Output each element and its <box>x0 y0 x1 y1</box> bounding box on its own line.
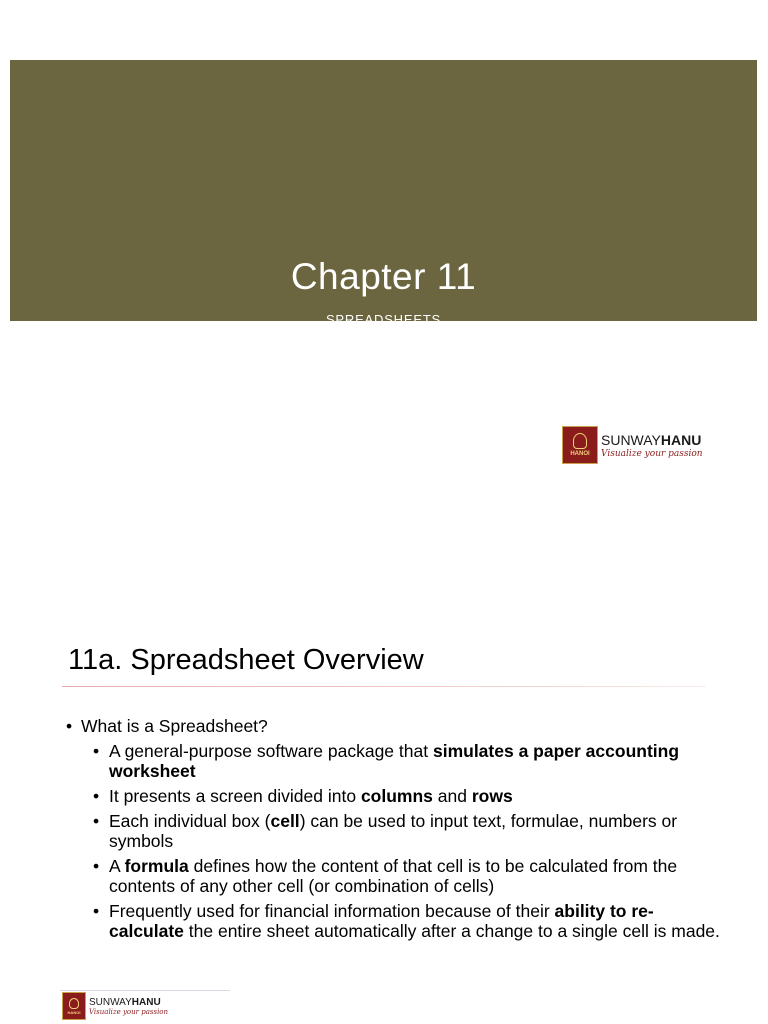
logo-name-bold: HANU <box>660 431 702 448</box>
bullet-icon: • <box>93 741 100 761</box>
list-item <box>66 716 726 736</box>
bullet-icon: • <box>66 716 73 736</box>
list-item <box>66 856 726 896</box>
bullet-text: Frequently used for financial information because of their <box>109 901 555 921</box>
sunway-hanu-logo <box>562 426 703 464</box>
footer-logo <box>62 992 168 1020</box>
crest-icon <box>562 426 598 464</box>
bullet-emphasis: simulates a paper accounting worksheet <box>109 741 680 781</box>
bullet-text: the entire sheet automatically after a change to a single cell is made. <box>183 921 720 941</box>
bullet-icon: • <box>93 856 100 876</box>
logo-name-bold: HANU <box>131 996 161 1008</box>
bullet-emphasis: cell <box>270 811 300 831</box>
chapter-banner <box>10 60 757 327</box>
slide-title: 11a. Spreadsheet Overview <box>68 644 424 676</box>
badge-text: HANOI <box>67 1009 81 1015</box>
bullet-icon: • <box>93 786 100 806</box>
bullet-emphasis: formula <box>124 856 189 876</box>
bullet-text: What is a Spreadsheet? <box>81 716 268 736</box>
bullet-icon: • <box>93 901 100 921</box>
bullet-text: defines how the content of that cell is to be calculated from the contents of any other cell (or combination of cells) <box>109 856 678 896</box>
bullet-text: and <box>432 786 472 806</box>
bullet-text: A general-purpose software package that <box>109 741 433 761</box>
bullet-text: ) can be used to input text, formulae, numbers or symbols <box>109 811 678 851</box>
logo-tagline: Visualize your passion <box>601 448 703 459</box>
logo-tagline: Visualize your passion <box>89 1007 169 1016</box>
chapter-title: Chapter 11 <box>290 256 477 297</box>
list-item <box>66 901 726 941</box>
logo-text <box>601 432 703 459</box>
title-divider <box>62 686 706 687</box>
crest-shape <box>573 433 587 449</box>
logo-name <box>601 432 703 448</box>
bullet-text: Each individual box ( <box>109 811 271 831</box>
logo-name <box>89 997 168 1008</box>
bullet-icon: • <box>93 811 100 831</box>
crest-shape <box>69 998 79 1009</box>
bullet-list <box>66 716 726 946</box>
list-item <box>66 786 726 806</box>
chapter-subtitle: SPREADSHEETS <box>325 312 442 327</box>
logo-name-regular: SUNWAY <box>601 431 661 448</box>
bullet-text: It presents a screen divided into <box>109 786 361 806</box>
logo-text <box>89 997 168 1016</box>
crest-icon <box>62 992 86 1020</box>
badge-text: HANOI <box>570 451 590 457</box>
bullet-text: A <box>109 856 125 876</box>
bullet-emphasis: ability to re-calculate <box>109 901 654 941</box>
bullet-emphasis: rows <box>471 786 513 806</box>
footer-divider <box>60 990 230 991</box>
logo-name-regular: SUNWAY <box>89 996 132 1008</box>
list-item <box>66 741 726 781</box>
bullet-emphasis: columns <box>360 786 433 806</box>
list-item <box>66 811 726 851</box>
